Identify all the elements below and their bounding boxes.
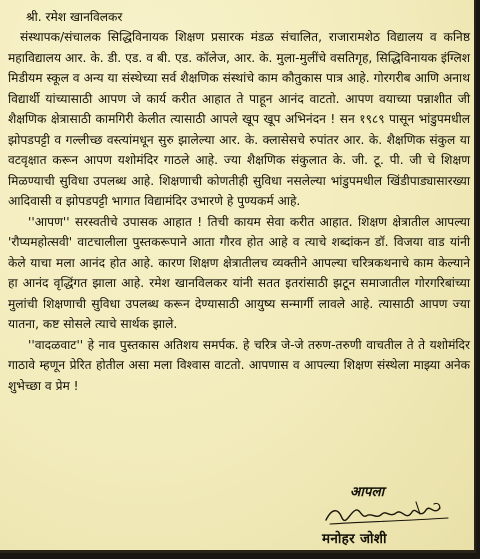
signatory-name: मनोहर जोशी	[322, 531, 387, 547]
letter-body	[8, 7, 470, 396]
handwritten-signature	[320, 498, 460, 532]
paragraph-3: ''वादळवाट'' हे नाव पुस्तकास अतिशय समर्पक. हे चरित्र जे-जे तरुण-तरुणी वाचतील ते ते यशोमंदिर गाठावे म्हणून प्रेरित होतील असा मला विश्वास वाटतो. आपणास व आपल्या शिक्षण संस्थेला माझ्या अनेक शुभेच्छा व प्रेम !	[8, 337, 470, 393]
closing-text: आपला	[350, 484, 385, 500]
salutation: श्री. रमेश खानविलकर	[26, 10, 123, 24]
paragraph-1: संस्थापक/संचालक सिद्धिविनायक शिक्षण प्रसारक मंडळ संचालित, राजारामशेठ विद्यालय व कनिष्ठ महाविद्यालय आर. के. डी. एड. व बी. एड. कॉलेज, आर. के. मुला-मुलींचे वसतिगृह, सिद्धिविनायक इंग्लिश मिडीयम स्कूल व अन्य या संस्थेच्या सर्व शैक्षणिक संस्थांचे काम कौतुकास पात्र आहे. गोरगरीब आणि अनाथ विद्यार्थी यांच्यासाठी आपण जे कार्य करीत आहात ते पाहून आनंद वाटतो. आपण वयाच्या पन्नाशीत जी शैक्षणिक क्षेत्रासाठी कामगिरी केलीत त्यासाठी आपले खूप खूप अभिनंदन ! सन १९८९ पासून भांडुपमधील झोपडपट्टी व गल्लीच्छ वस्त्यांमधून सुरु झालेल्या आर. के. क्लासेसचे रुपांतर आर. के. शैक्षणिक संकुल या वटवृक्षात करून आपण यशोमंदिर गाठले आहे. ज्या शैक्षणिक संकुलात के. जी. टू. पी. जी चे शिक्षण मिळण्याची सुविधा उपलब्ध आहे. शिक्षणाची कोणतीही सुविधा नसलेल्या भांडुपमधील खिंडीपाड्यासारख्या आदिवासी व झोपडपट्टी भागात विद्यामंदिर उभारणे हे पुण्यकर्म आहे.	[8, 30, 470, 208]
signature-block	[0, 476, 476, 552]
paragraph-2: ''आपण'' सरस्वतीचे उपासक आहात ! तिची कायम सेवा करीत आहात. शिक्षण क्षेत्रातील आपल्या 'रौप्यमहोत्सवी' वाटचालीला पुस्तकरूपाने आता गौरव होत आहे व त्याचे शब्दांकन डॉ. विजया वाड यांनी केले याचा मला आनंद होत आहे. कारण शिक्षण क्षेत्रातीलच व्यक्तीने आपल्या चरित्रकथनाचे काम केल्याने हा आनंद वृद्धिंगत झाला आहे. रमेश खानविलकर यांनी सतत इतरांसाठी झटून समाजातील गोरगरिबांच्या मुलांची शिक्षणाची सुविधा उपलब्ध करून देण्यासाठी आयुष्य सन्मार्गी लावले आहे. त्यासाठी आपण ज्या यातना, कष्ट सोसले त्याचे सार्थक झाले.	[8, 214, 470, 331]
